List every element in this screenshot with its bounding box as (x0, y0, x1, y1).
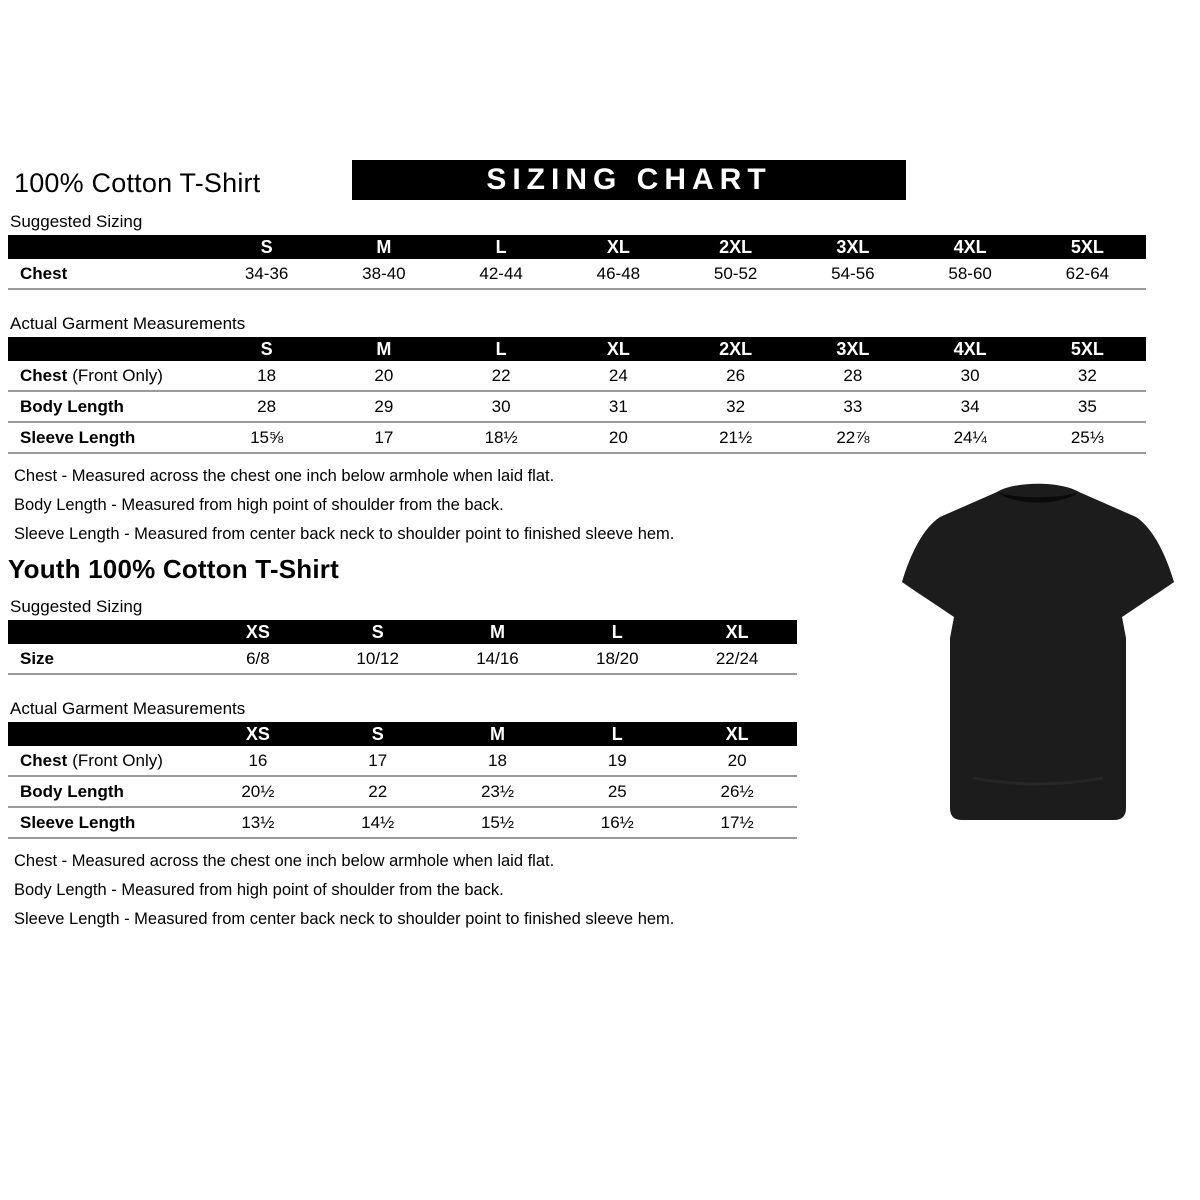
measurement-row (8, 361, 1146, 391)
cell: 18/20 (557, 644, 677, 674)
adult-suggested-sizing-label: Suggested Sizing (10, 212, 143, 231)
measurement-row (8, 259, 1146, 289)
cell: 30 (443, 391, 560, 422)
corner-cell (8, 337, 208, 361)
size-col-header: 4XL (912, 337, 1029, 361)
cell: 62-64 (1029, 259, 1146, 289)
cell: 10/12 (318, 644, 438, 674)
size-col-header: XL (560, 235, 677, 259)
note-sleeve-length: Sleeve Length - Measured from center back neck to shoulder point to finished sleeve hem. (14, 910, 675, 928)
cell: 15½ (438, 807, 558, 838)
cell: 34 (912, 391, 1029, 422)
cell: 24¼ (912, 422, 1029, 453)
youth-suggested-sizing-label: Suggested Sizing (10, 597, 143, 616)
size-col-header: L (443, 235, 560, 259)
cell: 14½ (318, 807, 438, 838)
cell: 28 (208, 391, 325, 422)
measurement-row (8, 391, 1146, 422)
cell: 15⅝ (208, 422, 325, 453)
size-col-header: XS (198, 722, 318, 746)
size-col-header: M (438, 722, 558, 746)
size-col-header: 3XL (794, 337, 911, 361)
note-body-length: Body Length - Measured from high point of shoulder from the back. (14, 881, 504, 899)
cell: 25 (557, 776, 677, 807)
page-header (8, 160, 1148, 200)
row-label: Body Length (8, 776, 198, 807)
cell: 32 (1029, 361, 1146, 391)
size-col-header: XL (560, 337, 677, 361)
cell: 21½ (677, 422, 794, 453)
cell: 16½ (557, 807, 677, 838)
cell: 25⅓ (1029, 422, 1146, 453)
note-sleeve-length: Sleeve Length - Measured from center back neck to shoulder point to finished sleeve hem. (14, 525, 675, 543)
size-col-header: XS (198, 620, 318, 644)
row-label: Chest (Front Only) (8, 361, 208, 391)
tshirt-body (902, 484, 1174, 820)
row-label: Chest (8, 259, 208, 289)
cell: 50-52 (677, 259, 794, 289)
youth-measurement-notes (14, 852, 1148, 929)
size-col-header: 4XL (912, 235, 1029, 259)
measurement-row (8, 746, 797, 776)
size-col-header: S (318, 722, 438, 746)
measurement-row (8, 422, 1146, 453)
cell: 58-60 (912, 259, 1029, 289)
cell: 6/8 (198, 644, 318, 674)
size-col-header: 2XL (677, 235, 794, 259)
size-col-header: M (438, 620, 558, 644)
cell: 30 (912, 361, 1029, 391)
size-col-header: 5XL (1029, 235, 1146, 259)
size-col-header: S (208, 337, 325, 361)
cell: 22⅞ (794, 422, 911, 453)
tshirt-graphic (893, 478, 1183, 835)
row-label: Sleeve Length (8, 422, 208, 453)
cell: 26 (677, 361, 794, 391)
note-body-length: Body Length - Measured from high point of shoulder from the back. (14, 496, 504, 514)
cell: 46-48 (560, 259, 677, 289)
size-col-header: 5XL (1029, 337, 1146, 361)
sizing-chart-banner: SIZING CHART (352, 160, 906, 200)
youth-actual-measurements-table (8, 722, 797, 839)
row-label: Size (8, 644, 198, 674)
cell: 20½ (198, 776, 318, 807)
cell: 18 (208, 361, 325, 391)
size-header-row (8, 337, 1146, 361)
row-label: Chest (Front Only) (8, 746, 198, 776)
cell: 19 (557, 746, 677, 776)
row-label: Body Length (8, 391, 208, 422)
note-chest: Chest - Measured across the chest one inch below armhole when laid flat. (14, 467, 555, 485)
cell: 22 (443, 361, 560, 391)
cell: 54-56 (794, 259, 911, 289)
cell: 20 (325, 361, 442, 391)
cell: 18½ (443, 422, 560, 453)
cell: 28 (794, 361, 911, 391)
cell: 22/24 (677, 644, 797, 674)
size-col-header: XL (677, 722, 797, 746)
adult-actual-measurements-label: Actual Garment Measurements (10, 314, 246, 333)
cell: 38-40 (325, 259, 442, 289)
cell: 17 (318, 746, 438, 776)
cell: 35 (1029, 391, 1146, 422)
row-label: Sleeve Length (8, 807, 198, 838)
size-header-row (8, 235, 1146, 259)
cell: 20 (560, 422, 677, 453)
size-col-header: L (557, 620, 677, 644)
size-col-header: 3XL (794, 235, 911, 259)
size-header-row (8, 620, 797, 644)
cell: 34-36 (208, 259, 325, 289)
page-title: 100% Cotton T-Shirt (14, 168, 261, 198)
corner-cell (8, 235, 208, 259)
size-col-header: 2XL (677, 337, 794, 361)
size-col-header: L (557, 722, 677, 746)
cell: 13½ (198, 807, 318, 838)
cell: 14/16 (438, 644, 558, 674)
cell: 23½ (438, 776, 558, 807)
cell: 32 (677, 391, 794, 422)
cell: 17½ (677, 807, 797, 838)
cell: 17 (325, 422, 442, 453)
size-col-header: M (325, 235, 442, 259)
cell: 26½ (677, 776, 797, 807)
cell: 42-44 (443, 259, 560, 289)
cell: 33 (794, 391, 911, 422)
measurement-row (8, 644, 797, 674)
size-col-header: M (325, 337, 442, 361)
size-col-header: XL (677, 620, 797, 644)
measurement-row (8, 807, 797, 838)
size-col-header: S (208, 235, 325, 259)
size-col-header: L (443, 337, 560, 361)
note-chest: Chest - Measured across the chest one inch below armhole when laid flat. (14, 852, 555, 870)
cell: 29 (325, 391, 442, 422)
cell: 22 (318, 776, 438, 807)
cell: 31 (560, 391, 677, 422)
corner-cell (8, 722, 198, 746)
corner-cell (8, 620, 198, 644)
black-tshirt-image (893, 478, 1183, 835)
adult-suggested-sizing-table (8, 235, 1146, 290)
measurement-row (8, 776, 797, 807)
adult-actual-measurements-table (8, 337, 1146, 454)
size-col-header: S (318, 620, 438, 644)
cell: 20 (677, 746, 797, 776)
size-header-row (8, 722, 797, 746)
youth-suggested-sizing-table (8, 620, 797, 675)
cell: 24 (560, 361, 677, 391)
youth-section-title: Youth 100% Cotton T-Shirt (8, 554, 339, 584)
youth-actual-measurements-label: Actual Garment Measurements (10, 699, 246, 718)
cell: 18 (438, 746, 558, 776)
cell: 16 (198, 746, 318, 776)
